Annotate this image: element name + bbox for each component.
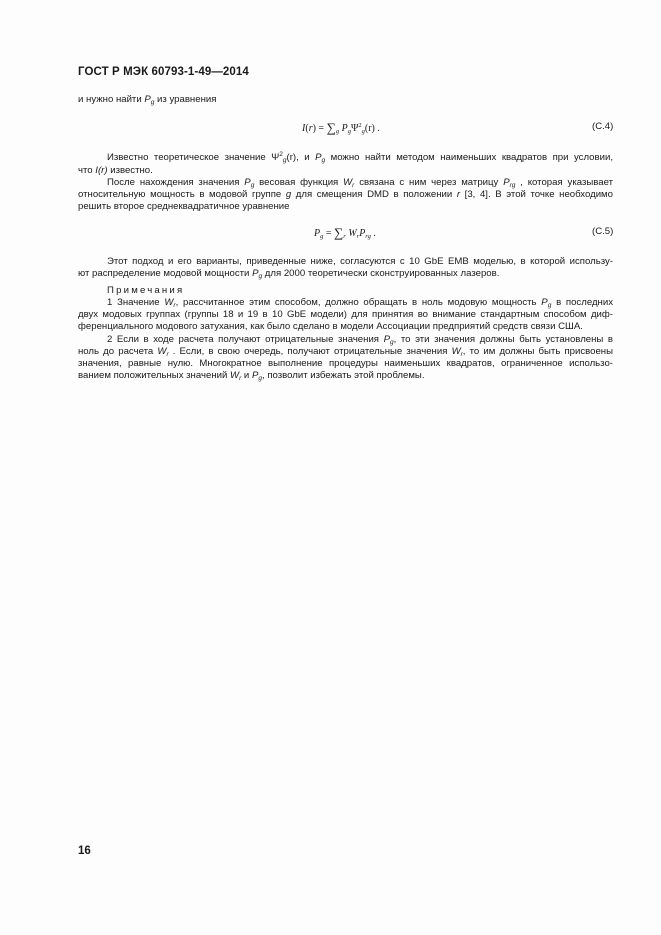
equation-c5-number: (С.5) (592, 226, 614, 237)
para2-line1: После нахождения значения $P_g$ весовая функция $W_r$ связана с ним через матрицу $P_{rg}$ , которая указывает (107, 177, 613, 189)
note2-line3: значения, равные нулю. Многократное выполнение процедуры наименьших квадратов, ограниченное использо- (78, 358, 613, 369)
note2-line2: ноль до расчета $W_r$ . Если, в свою очередь, получают отрицательные значения $W_r$, то им должны быть присвоены (78, 346, 614, 358)
note2-line1: 2 Если в ходе расчета получают отрицательные значения $P_g$, то эти значения должны быть установлены в (107, 334, 613, 346)
page-number: 16 (78, 845, 91, 857)
note1-line3: ференциального модового затухания, как было сделано в модели Ассоциации предприятий средств связи США. (78, 321, 583, 332)
equation-c4-number: (С.4) (592, 121, 614, 132)
notes-heading: Примечания (107, 285, 185, 296)
note2-line4: ванием положительных значений $W_r$ и $P_g$, позволит избежать этой проблемы. (78, 370, 425, 382)
document-header: ГОСТ Р МЭК 60793-1-49—2014 (78, 66, 249, 78)
para2-line3: решить второе среднеквадратичное уравнение (78, 201, 290, 212)
intro-line: и нужно найти $P_g$ из уравнения (78, 94, 217, 106)
equation-c4: $I(r) = \sum_g$ $P_g\Psi^2_g(r)$ . (302, 120, 380, 135)
para1-line2: что I(r) известно. (78, 165, 153, 176)
para3-line2: ют распределение модовой мощности $P_g$ для 2000 теоретически сконструированных лазеров. (78, 268, 500, 280)
note1-line1: 1 Значение $W_r$, рассчитанное этим способом, должно обращать в ноль модовую мощность $P_g$ в последних (107, 297, 613, 309)
para2-line2: относительную мощность в модовой группе g для смещения DMD в положении r [3, 4]. В этой точке необходимо (78, 189, 613, 200)
para3-line1: Этот подход и его варианты, приведенные ниже, согласуются с 10 GbE EMB моделью, в которой использу- (107, 256, 613, 267)
note1-line2: двух модовых группах (группы 18 и 19 в 10 GbE модели) для принятия во внимание стандартным способом диф- (78, 309, 613, 320)
equation-c5: $P_g = \sum_r$ $W_rP_{rg}$ . (314, 225, 376, 240)
para1-line1: Известно теоретическое значение $\Psi^2_g(r)$, и $P_g$ можно найти методом наименьших квадратов при условии, (107, 151, 613, 164)
